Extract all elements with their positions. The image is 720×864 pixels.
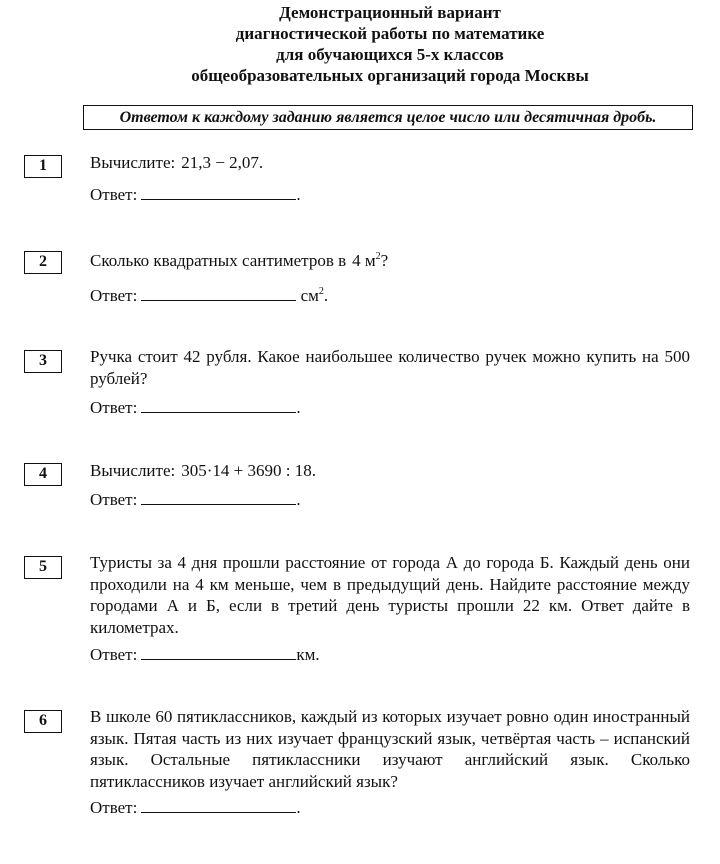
- task-2-expression: 4 м: [352, 251, 376, 270]
- task-1-answer: [90, 184, 301, 205]
- task-2-text: [90, 250, 388, 272]
- task-3-answer-blank[interactable]: [141, 397, 296, 413]
- task-5-text: Туристы за 4 дня прошли расстояние от города А до города Б. Каждый день они проходили на 4 км меньше, чем в предыдущий день. Найдите расстояние между городами А и Б, если в третий день туристы прошли 22 км. Ответ дайте в километрах.: [90, 553, 690, 637]
- answer-label: Ответ:: [90, 798, 138, 817]
- header-line-3: для обучающихся 5-х классов: [276, 45, 504, 64]
- task-4-answer: [90, 489, 301, 510]
- task-5-answer-unit: км.: [296, 645, 320, 664]
- task-number-4: 4: [24, 463, 62, 486]
- task-4-text: [90, 460, 316, 482]
- task-2-question-mark: ?: [380, 251, 389, 270]
- answer-label: Ответ:: [90, 185, 138, 204]
- answer-label: Ответ:: [90, 286, 138, 305]
- task-number-3: 3: [24, 350, 62, 373]
- task-6-answer: [90, 797, 301, 818]
- task-4-expression: 305·14 + 3690 : 18.: [181, 461, 316, 480]
- document-header: [0, 2, 720, 86]
- task-2-answer-end: .: [323, 286, 329, 305]
- task-4-label: Вычислите:: [90, 461, 176, 480]
- task-2-label: Сколько квадратных сантиметров в: [90, 251, 347, 270]
- header-line-2: диагностической работы по математике: [235, 24, 545, 43]
- task-6-answer-suffix: .: [296, 798, 301, 817]
- task-3-answer-suffix: .: [296, 398, 301, 417]
- task-number-6: 6: [24, 710, 62, 733]
- task-2-answer: [90, 285, 328, 306]
- task-1-text: [90, 152, 263, 174]
- task-6-answer-blank[interactable]: [141, 797, 296, 813]
- task-5-answer: [90, 644, 320, 665]
- task-2-unit-exponent: 2: [318, 286, 324, 297]
- task-6-text: В школе 60 пятиклассников, каждый из которых изучает ровно один иностранный язык. Пятая часть из них изучает французский язык, четвёртая часть – испанский язык. Остальные пятиклассники изучают английский язык. Сколько пятиклассников изучает английский язык?: [90, 707, 690, 791]
- header-line-1: Демонстрационный вариант: [279, 3, 501, 22]
- answer-label: Ответ:: [90, 490, 138, 509]
- task-3-text: Ручка стоит 42 рубля. Какое наибольшее количество ручек можно купить на 500 рублей?: [90, 347, 690, 388]
- answer-format-notice: Ответом к каждому заданию является целое число или десятичная дробь.: [83, 105, 693, 130]
- task-number-2: 2: [24, 251, 62, 274]
- task-1-answer-blank[interactable]: [141, 184, 296, 200]
- task-4-answer-blank[interactable]: [141, 489, 296, 505]
- task-5-answer-blank[interactable]: [141, 644, 296, 660]
- task-number-1: 1: [24, 155, 62, 178]
- task-1-answer-suffix: .: [296, 185, 301, 204]
- task-2-exponent: 2: [375, 251, 381, 262]
- header-line-4: общеобразовательных организаций города Москвы: [191, 66, 589, 85]
- task-3-answer: [90, 397, 301, 418]
- task-2-answer-unit: см: [300, 286, 319, 305]
- answer-label: Ответ:: [90, 645, 138, 664]
- task-4-answer-suffix: .: [296, 490, 301, 509]
- task-1-label: Вычислите:: [90, 153, 176, 172]
- task-1-expression: 21,3 − 2,07.: [181, 153, 264, 172]
- task-2-answer-blank[interactable]: [141, 285, 296, 301]
- task-number-5: 5: [24, 556, 62, 579]
- answer-label: Ответ:: [90, 398, 138, 417]
